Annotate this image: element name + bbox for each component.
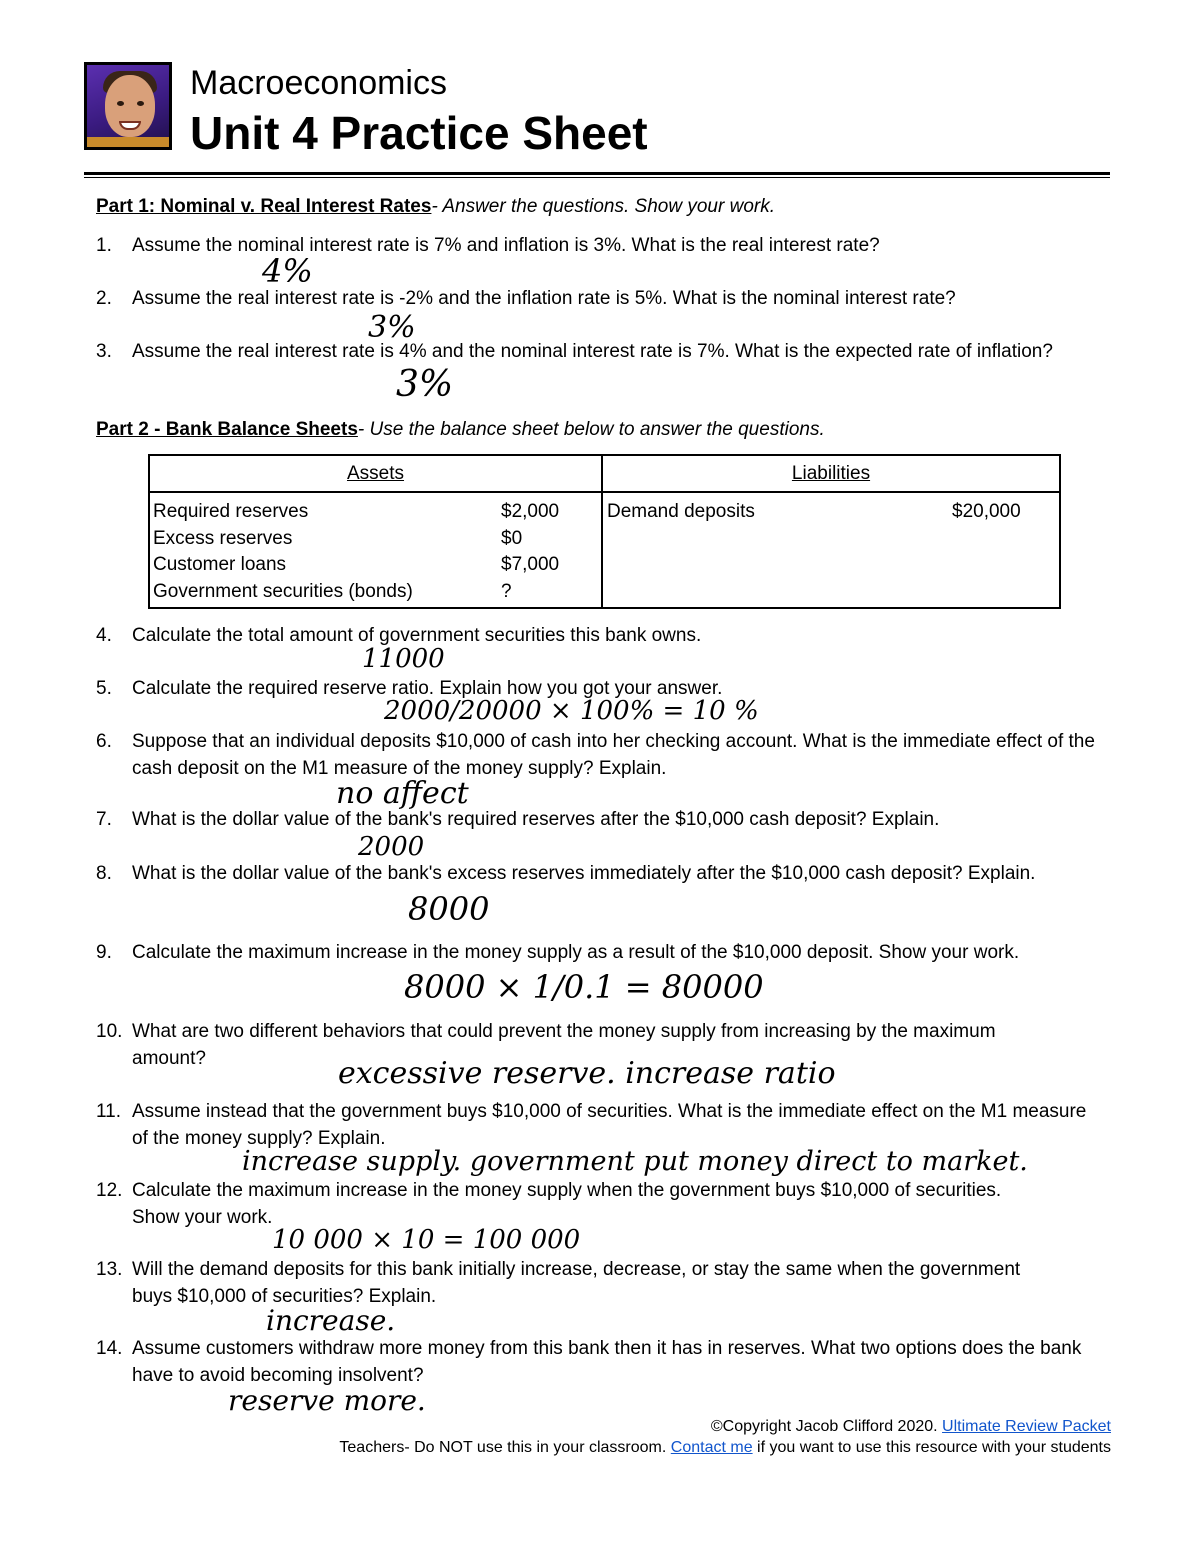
header-divider [84, 172, 1110, 175]
header-divider-thin [84, 177, 1110, 178]
copyright-text: ©Copyright Jacob Clifford 2020. [710, 1418, 938, 1435]
question-text: Assume customers withdraw more money from this bank then it has in reserves. What two options does the bank have to avoid becoming insolvent? [132, 1338, 1082, 1386]
subject-title: Macroeconomics [190, 64, 447, 102]
asset-value: $7,000 [501, 554, 560, 575]
question-number: 14. [96, 1338, 123, 1359]
footer-teachers-line [339, 1439, 1111, 1457]
page-title: Unit 4 Practice Sheet [190, 107, 648, 159]
asset-value: ? [501, 580, 512, 602]
liability-label: Demand deposits [607, 501, 755, 522]
question-text: Will the demand deposits for this bank initially increase, decrease, or stay the same when the government buys $10,000 of securities? Explain. [132, 1259, 1021, 1307]
part1-title: Part 1: Nominal v. Real Interest Rates [96, 196, 432, 217]
asset-label: Customer loans [153, 554, 287, 575]
handwritten-answer-5: 2000/20000 × 100% = 10 % [384, 696, 759, 726]
author-photo [84, 62, 172, 150]
contact-me-link[interactable]: Contact me [670, 1439, 753, 1456]
teachers-note: Teachers- Do NOT use this in your classroom. [339, 1439, 667, 1456]
part2-instructions: - Use the balance sheet below to answer the questions. [357, 419, 825, 440]
eye-left [117, 101, 124, 106]
balance-sheet-table [148, 454, 1061, 609]
question-number: 5. [96, 678, 112, 699]
asset-label: Government securities (bonds) [153, 580, 413, 602]
handwritten-answer-3: 3% [396, 364, 454, 405]
handwritten-answer-9: 8000 × 1/0.1 = 80000 [404, 968, 764, 1006]
question-text: Assume the nominal interest rate is 7% and inflation is 3%. What is the real interest rate? [132, 235, 880, 256]
question-number: 10. [96, 1021, 123, 1042]
question-text: Calculate the required reserve ratio. Explain how you got your answer. [132, 678, 723, 699]
question-text: Suppose that an individual deposits $10,000 of cash into her checking account. What is the immediate effect of the cash deposit on the M1 measure of the money supply? Explain. [132, 731, 1095, 779]
handwritten-answer-4: 11000 [362, 644, 445, 674]
liabilities-header: Liabilities [791, 463, 871, 484]
ultimate-review-packet-link[interactable]: Ultimate Review Packet [942, 1418, 1111, 1435]
question-text: Calculate the total amount of government securities this bank owns. [132, 625, 702, 646]
asset-label: Excess reserves [153, 527, 293, 549]
part1-heading [96, 194, 775, 220]
handwritten-answer-1: 4% [262, 252, 313, 290]
question-number: 13. [96, 1259, 123, 1280]
handwritten-answer-2: 3% [368, 310, 416, 345]
eye-right [137, 101, 144, 106]
handwritten-answer-7: 2000 [358, 832, 425, 862]
question-number: 3. [96, 341, 112, 362]
question-number: 7. [96, 809, 112, 830]
question-text: Calculate the maximum increase in the money supply when the government buys $10,000 of securities. Show your work. [132, 1180, 1002, 1228]
liability-value: $20,000 [952, 501, 1021, 522]
question-text: Assume the real interest rate is 4% and the nominal interest rate is 7%. What is the expected rate of inflation? [132, 341, 1053, 362]
footer-copyright-line [711, 1418, 1111, 1436]
question-number: 1. [96, 235, 112, 256]
contact-suffix: if you want to use this resource with your students [757, 1439, 1111, 1456]
question-number: 6. [96, 731, 112, 752]
question-number: 8. [96, 863, 112, 884]
part1-instructions: - Answer the questions. Show your work. [431, 196, 775, 217]
handwritten-answer-10: excessive reserve. increase ratio [338, 1056, 836, 1091]
question-number: 4. [96, 625, 112, 646]
asset-label: Required reserves [153, 501, 309, 522]
part2-heading [96, 417, 825, 443]
shirt-shape [87, 137, 172, 150]
question-text: What are two different behaviors that could prevent the money supply from increasing by the maximum amount? [132, 1021, 996, 1069]
handwritten-answer-14: reserve more. [228, 1384, 426, 1417]
handwritten-answer-6: no affect [336, 776, 469, 811]
question-text: What is the dollar value of the bank's required reserves after the $10,000 cash deposit? Explain. [132, 809, 940, 830]
handwritten-answer-8: 8000 [408, 890, 490, 928]
handwritten-answer-11: increase supply. government put money direct to market. [242, 1146, 1028, 1177]
question-number: 11. [96, 1101, 122, 1122]
question-number: 2. [96, 288, 112, 309]
question-number: 9. [96, 942, 112, 963]
question-text: Assume instead that the government buys $10,000 of securities. What is the immediate effect on the M1 measure of the money supply? Explain. [132, 1101, 1087, 1149]
assets-header: Assets [346, 463, 405, 484]
asset-value: $2,000 [501, 501, 560, 522]
question-text: What is the dollar value of the bank's excess reserves immediately after the $10,000 cash deposit? Explain. [132, 863, 1036, 884]
question-text: Calculate the maximum increase in the money supply as a result of the $10,000 deposit. Show your work. [132, 942, 1020, 963]
question-number: 12. [96, 1180, 123, 1201]
handwritten-answer-13: increase. [266, 1304, 396, 1337]
asset-value: $0 [501, 527, 523, 549]
handwritten-answer-12: 10 000 × 10 = 100 000 [272, 1225, 581, 1255]
question-text: Assume the real interest rate is -2% and the inflation rate is 5%. What is the nominal interest rate? [132, 288, 956, 309]
part2-title: Part 2 - Bank Balance Sheets [96, 419, 358, 440]
